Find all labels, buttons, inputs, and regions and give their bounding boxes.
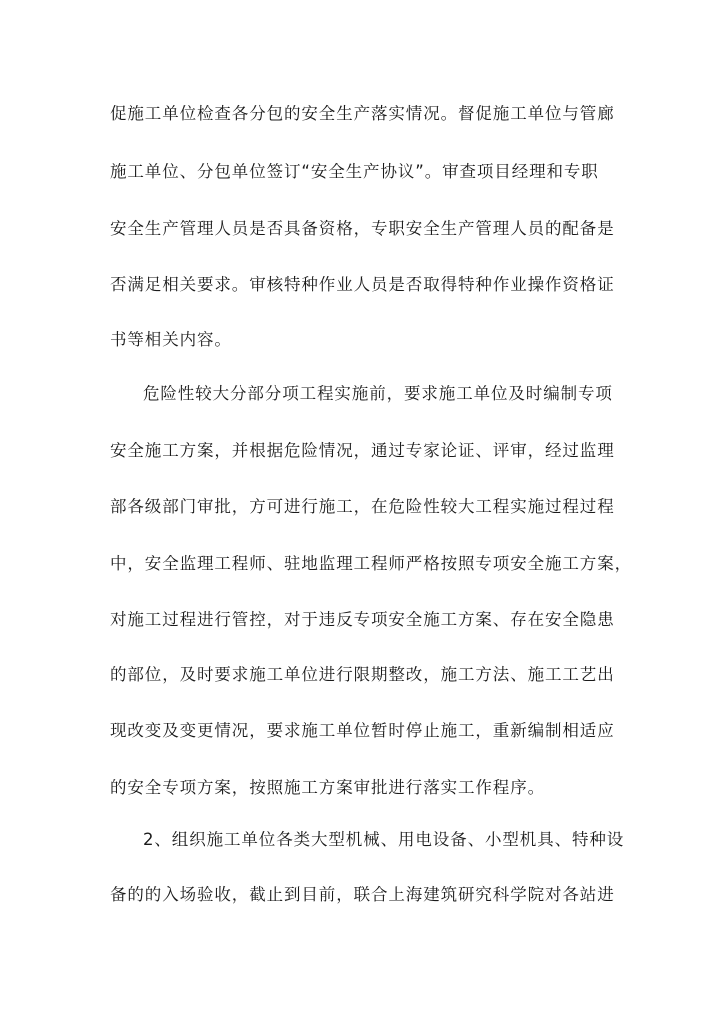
- text-line: 促施工单位检查各分包的安全生产落实情况。督促施工单位与管廊: [110, 104, 615, 123]
- text-line: 备的的入场验收，截止到目前，联合上海建筑研究科学院对各站进: [110, 885, 615, 904]
- paragraph-first-line: 危险性较大分部分项工程实施前，要求施工单位及时编制专项: [143, 384, 613, 403]
- text-line: 的安全专项方案，按照施工方案审批进行落实工作程序。: [110, 778, 545, 797]
- text-line: 安全生产管理人员是否具备资格，专职安全生产管理人员的配备是: [110, 219, 615, 238]
- text-line: 的部位，及时要求施工单位进行限期整改，施工方法、施工工艺出: [110, 665, 615, 684]
- text-line: 书等相关内容。: [110, 330, 232, 349]
- text-line: 中，安全监理工程师、驻地监理工程师严格按照专项安全施工方案，: [110, 554, 632, 573]
- text-line: 否满足相关要求。审核特种作业人员是否取得特种作业操作资格证: [110, 275, 615, 294]
- text-line: 部各级部门审批，方可进行施工，在危险性较大工程实施过程过程: [110, 497, 615, 516]
- text-line: 施工单位、分包单位签订“安全生产协议”。审查项目经理和专职: [110, 162, 599, 181]
- paragraph-first-line: 2、组织施工单位各类大型机械、用电设备、小型机具、特种设: [143, 830, 625, 849]
- text-line: 对施工过程进行管控，对于违反专项安全施工方案、存在安全隐患: [110, 610, 615, 629]
- text-line: 现改变及变更情况，要求施工单位暂时停止施工，重新编制相适应: [110, 721, 615, 740]
- text-line: 安全施工方案，并根据危险情况，通过专家论证、评审，经过监理: [110, 441, 615, 460]
